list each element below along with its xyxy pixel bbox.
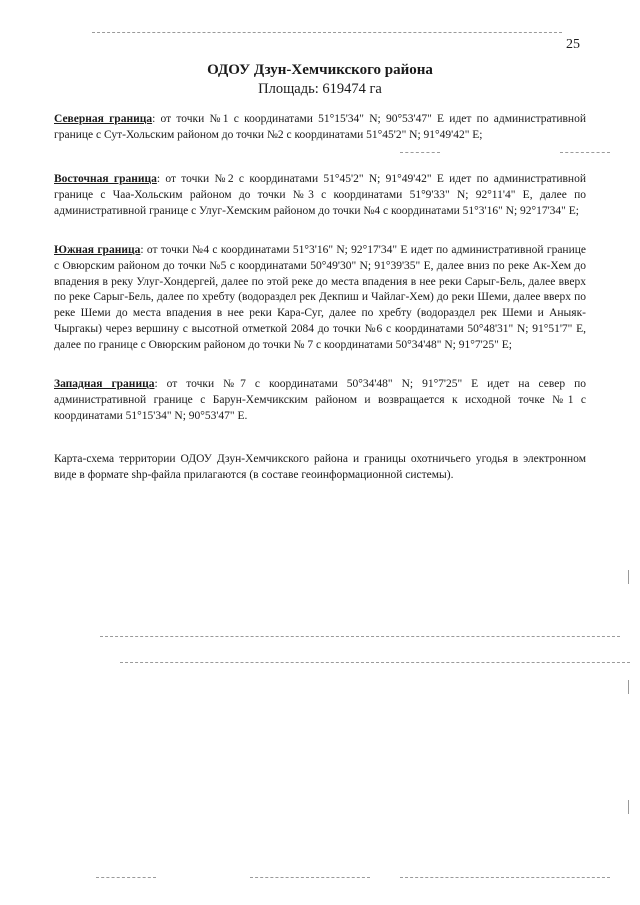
west-border-paragraph	[54, 377, 586, 424]
south-border-paragraph	[54, 243, 586, 354]
area-subtitle: Площадь: 619474 га	[258, 81, 382, 97]
east-border-text: : от точки №2 с координатами 51°45'2" N; 91°49'42" Е идет по административной границе с Чаа-Хольским районом до точки №3 с координатами 51°9'33" N; 92°11'4" Е, далее по административной границе с Улуг-Хемским районом до точки №4 с координатами 51°3'16" N; 92°17'34" Е;	[54, 173, 586, 217]
bottom-scan-line	[96, 877, 156, 878]
top-scan-line	[92, 32, 562, 33]
scan-artifact-line	[400, 152, 440, 153]
map-scheme-note: Карта-схема территории ОДОУ Дзун-Хемчикского района и границы охотничьего угодья в электронном виде в формате shp-файла прилагаются (в составе геоинформационной системы).	[54, 453, 586, 481]
west-border-label: Западная граница	[54, 378, 155, 390]
page-number: 25	[566, 37, 580, 52]
bottom-scan-line	[250, 877, 370, 878]
scan-artifact-tick	[628, 570, 629, 584]
bottom-scan-line	[400, 877, 610, 878]
mid-scan-line	[120, 662, 630, 663]
south-border-text: : от точки №4 с координатами 51°3'16" N; 92°17'34" Е идет по административной границе с Овюрским районом до точки №5 с координатами 50°49'30" N; 91°39'35" Е, далее вниз по реке Ак-Хем до впадения в реку Улуг-Хондергей, далее по этой реке до места впадения в нее реки Сарыг-Бель, далее вверх по реке Сарыг-Бель, далее по хребту (водораздел рек Декпиш и Чайлаг-Хем) до реки Шеми, далее вверх по реке Шеми до места впадения в нее реки Кара-Суг, далее по хребту (водораздел рек Шеми и Аныяк-Чыргакы) через вершину с высотной отметкой 2084 до точки №6 с координатами 50°48'31" N; 91°51'7" Е, далее по границе с Овюрским районом до точки № 7 с координатами 50°34'48" N; 91°7'25" Е;	[54, 244, 586, 351]
north-border-text: : от точки №1 с координатами 51°15'34" N; 90°53'47" Е идет по административной границе с Сут-Хольским районом до точки №2 с координатами 51°45'2" N; 91°49'42" Е;	[54, 113, 586, 141]
north-border-label: Северная граница	[54, 113, 153, 125]
mid-scan-line	[100, 636, 620, 637]
scan-artifact-line	[560, 152, 610, 153]
south-border-label: Южная граница	[54, 244, 141, 256]
scan-artifact-tick	[628, 680, 629, 694]
north-border-paragraph	[54, 112, 586, 144]
west-border-text: : от точки №7 с координатами 50°34'48" N; 91°7'25" Е идет на север по административной границе с Барун-Хемчикским районом и возвращается к исходной точке №1 с координатами 51°15'34" N; 90°53'47" Е.	[54, 378, 586, 422]
east-border-label: Восточная граница	[54, 173, 157, 185]
east-border-paragraph	[54, 172, 586, 219]
document-title: ОДОУ Дзун-Хемчикского района	[207, 62, 433, 78]
scan-artifact-tick	[628, 800, 629, 814]
